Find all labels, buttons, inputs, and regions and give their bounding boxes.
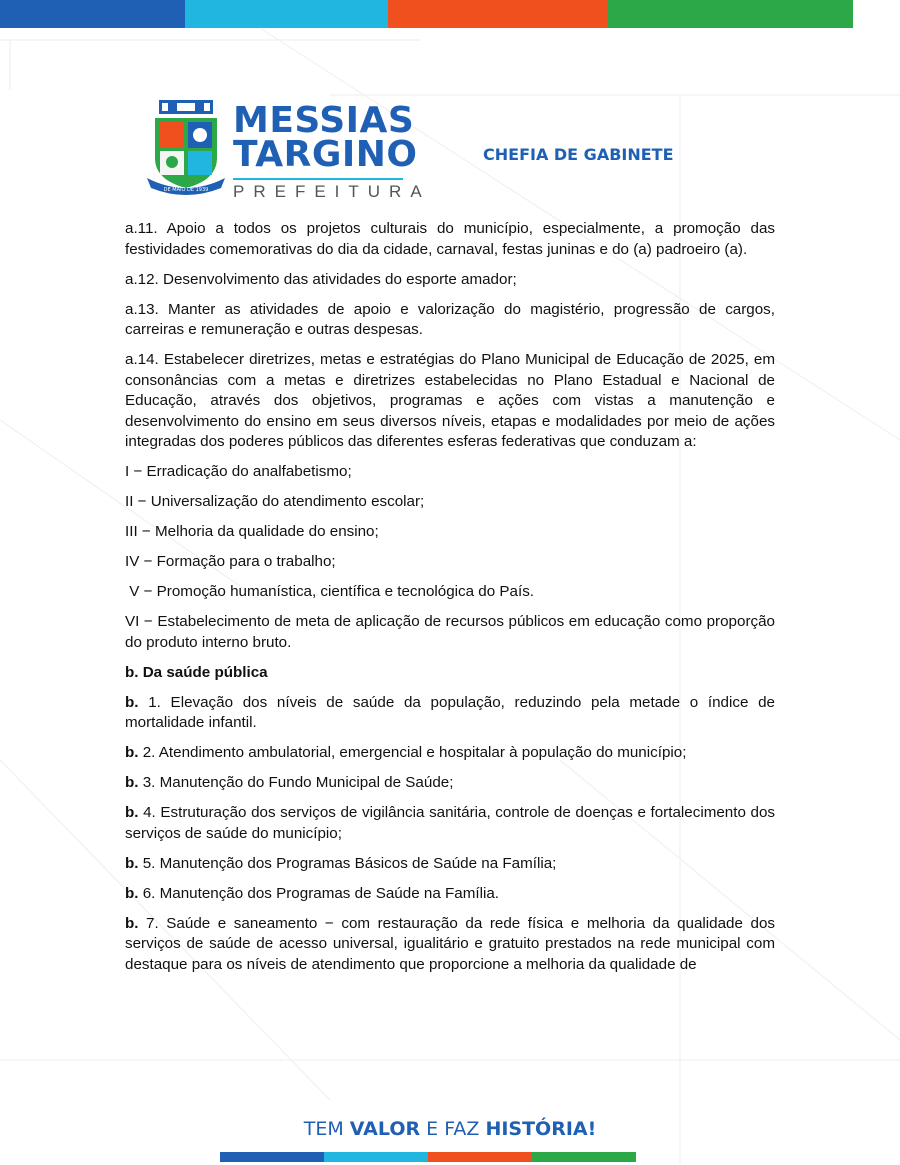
bottom-bar-orange [428,1152,532,1162]
list-item: II − Universalização do atendimento escolar; [125,493,425,510]
top-color-bar [0,0,853,28]
bottom-color-bar [220,1152,636,1162]
paragraph-a14: a.14. Estabelecer diretrizes, metas e estratégias do Plano Municipal de Educação de 2025, em consonâncias com a metas e diretrizes estabelecidas no Plano Estadual e Nacional de Educação, através dos objetivos, programas e ações com vistas a manutenção e desenvolvimento do ensino em seus diversos níveis, etapas e modalidades por meio de ações integradas dos poderes públicos das diferentes esferas federativas que conduzam a: [125,351,775,450]
top-bar-orange [388,0,608,28]
health-item-text: 7. Saúde e saneamento − com restauração da rede física e melhoria da qualidade dos serviços de saúde de acesso universal, igualitário e gratuito prestados na rede municipal com destaque para os níveis de atendimento que proporcione a melhoria da qualidade de [125,914,775,973]
health-item-text: 2. Atendimento ambulatorial, emergencial e hospitalar à população do município; [138,744,687,761]
list-item: V − Promoção humanística, científica e tecnológica do País. [125,583,535,600]
paragraph-a13: a.13. Manter as atividades de apoio e valorização do magistério, progressão de cargos, carreiras e remuneração e outras despesas. [125,300,775,338]
brand-line-1: MESSIAS [233,100,415,141]
health-item-text: 3. Manutenção do Fundo Municipal de Saúde; [138,774,454,791]
slogan-part-3: E FAZ [420,1118,486,1140]
slogan-part-4: HISTÓRIA! [485,1118,597,1140]
health-item [125,914,775,976]
crest-ribbon-text: DE MAIO DE 1939 [163,187,209,193]
office-title: CHEFIA DE GABINETE [483,145,674,164]
footer-slogan [0,1118,900,1140]
bottom-bar-cyan [324,1152,428,1162]
health-item [125,884,775,905]
health-item-label: b. [125,744,139,761]
health-item [125,803,775,844]
health-item [125,773,775,794]
bottom-bar-green [532,1152,636,1162]
bottom-bar-blue [220,1152,324,1162]
top-bar-blue [0,0,185,28]
health-item-label: b. [125,774,139,791]
health-item [125,854,775,875]
list-item: VI − Estabelecimento de meta de aplicação de recursos públicos em educação como proporção do produto interno bruto. [125,613,775,651]
health-item-text: 5. Manutenção dos Programas Básicos de Saúde na Família; [138,854,557,872]
paragraph-a12: a.12. Desenvolvimento das atividades do esporte amador; [125,270,517,288]
section-heading [125,663,775,684]
health-item-label: b. [125,693,139,711]
list-item: I − Erradicação do analfabetismo; [125,463,352,480]
top-bar-cyan [185,0,388,28]
list-item: IV − Formação para o trabalho; [125,553,336,570]
health-item-text: 6. Manutenção dos Programas de Saúde na Família. [138,884,499,902]
municipal-crest-logo [147,98,225,196]
health-item [125,693,775,734]
health-item-label: b. [125,804,139,821]
document-body [125,219,775,985]
list-item: III − Melhoria da qualidade do ensino; [125,523,379,540]
health-item-text: 4. Estruturação dos serviços de vigilância sanitária, controle de doenças e fortalecimento dos serviços de saúde do município; [125,804,775,842]
slogan-part-2: VALOR [349,1118,421,1140]
section-b-title: b. Da saúde pública [125,663,268,681]
health-item-label: b. [125,854,139,872]
health-item-text: 1. Elevação dos níveis de saúde da população, reduzindo pela metade o índice de mortalidade infantil. [125,693,775,731]
brand-wordmark [233,100,431,202]
top-bar-green [608,0,853,28]
health-item-label: b. [125,914,139,932]
letterhead [147,98,707,203]
health-item [125,743,775,764]
health-item-label: b. [125,884,139,902]
brand-subtitle: PREFEITURA [233,178,403,202]
paragraph-a11: a.11. Apoio a todos os projetos culturais do município, especialmente, a promoção das festividades comemorativas do dia da cidade, carnaval, festas juninas e do (a) padroeiro (a). [125,220,775,258]
brand-line-2: TARGINO [233,134,418,175]
slogan-part-1: TEM [303,1118,350,1140]
